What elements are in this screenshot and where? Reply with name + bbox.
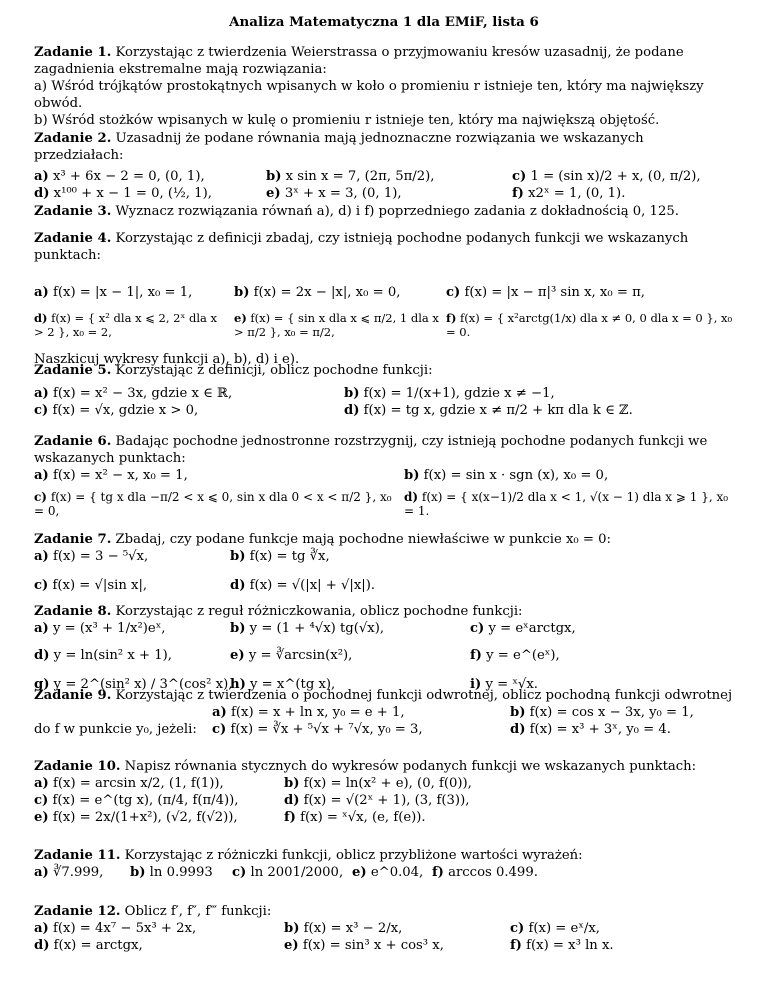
zadanie-8-text: Korzystając z reguł różniczkowania, oblicz pochodne funkcji: [115,604,523,619]
zadanie-1-part-b: b) Wśród stożków wpisanych w kulę o promieniu r istnieje ten, który ma największą objętość. [34,113,660,128]
zadanie-10-text: Napisz równania stycznych do wykresów podanych funkcji we wskazanych punktach: [124,759,697,774]
zadanie-9-heading: Zadanie 9. [34,688,112,703]
z6-item: b) f(x) = sin x · sgn (x), x₀ = 0, [404,468,609,483]
z5-item: d) f(x) = tg x, gdzie x ≠ π/2 + kπ dla k ∈ ℤ. [344,403,633,418]
z7-item: d) f(x) = √(|x| + √|x|). [230,578,376,593]
zadanie-1-heading: Zadanie 1. [34,45,112,60]
z8-item: i) y = ˣ√x. [470,677,538,692]
z5-item: a) f(x) = x² − 3x, gdzie x ∈ ℝ, [34,386,233,401]
z5-item: b) f(x) = 1/(x+1), gdzie x ≠ −1, [344,386,555,401]
z10-item: f) f(x) = ˣ√x, (e, f(e)). [284,810,426,825]
z12-item: b) f(x) = x³ − 2/x, [284,921,403,936]
zadanie-2-heading: Zadanie 2. [34,131,112,146]
zadanie-3-text: Wyznacz rozwiązania równań a), d) i f) poprzedniego zadania z dokładnością 0, 125. [115,204,679,219]
zadanie-12 [34,903,734,954]
zadanie-4-note: Naszkicuj wykresy funkcji a), b), d) i e). [34,352,300,367]
z8-item: f) y = e^(eˣ), [470,648,560,663]
zadanie-2 [34,130,734,202]
zadanie-3-heading: Zadanie 3. [34,204,112,219]
z12-item: f) f(x) = x³ ln x. [510,938,614,953]
page-title: Analiza Matematyczna 1 dla EMiF, lista 6 [229,14,539,30]
zadanie-4-heading: Zadanie 4. [34,231,112,246]
zadanie-5-text: Korzystając z definicji, oblicz pochodne funkcji: [115,363,433,378]
zadanie-11-text: Korzystając z różniczki funkcji, oblicz przybliżone wartości wyrażeń: [124,848,583,863]
zadanie-10-heading: Zadanie 10. [34,759,121,774]
zadanie-7 [34,531,734,594]
zadanie-9-lead: do f w punkcie y₀, jeżeli: [34,722,197,737]
z9-item: c) f(x) = ∛x + ⁵√x + ⁷√x, y₀ = 3, [212,722,423,737]
zadanie-6 [34,433,734,520]
zadanie-4 [34,230,734,368]
z10-item: c) f(x) = e^(tg x), (π/4, f(π/4)), [34,793,239,808]
z12-item: c) f(x) = eˣ/x, [510,921,600,936]
zadanie-5-heading: Zadanie 5. [34,363,112,378]
zadanie-6-text: Badając pochodne jednostronne rozstrzygnij, czy istnieją pochodne podanych funkcji we wskazanych punktach: [34,434,708,466]
z6-item: d) f(x) = { x(x−1)/2 dla x < 1, √(x − 1) dla x ⩾ 1 }, x₀ = 1. [404,490,729,518]
zadanie-12-text: Oblicz f′, f″, f‴ funkcji: [124,904,272,919]
zadanie-3 [34,203,734,220]
z2-item: a) x³ + 6x − 2 = 0, (0, 1), [34,169,205,184]
z6-item: c) f(x) = { tg x dla −π/2 < x ⩽ 0, sin x dla 0 < x < π/2 }, x₀ = 0, [34,490,392,518]
zadanie-8 [34,603,734,693]
z4-item: a) f(x) = |x − 1|, x₀ = 1, [34,285,193,300]
z2-item: e) 3ˣ + x = 3, (0, 1), [266,186,402,201]
z12-item: d) f(x) = arctgx, [34,938,143,953]
z11-item: c) ln 2001/2000, [232,865,344,880]
z10-item: a) f(x) = arcsin x/2, (1, f(1)), [34,776,224,791]
zadanie-1-text: Korzystając z twierdzenia Weierstrassa o przyjmowaniu kresów uzasadnij, że podane zagadnienia ekstremalne mają rozwiązania: [34,45,684,77]
z2-item: d) x¹⁰⁰ + x − 1 = 0, (½, 1), [34,186,212,201]
z9-item: b) f(x) = cos x − 3x, y₀ = 1, [510,705,694,720]
zadanie-7-heading: Zadanie 7. [34,532,112,547]
z2-item: f) x2ˣ = 1, (0, 1). [512,186,626,201]
zadanie-6-heading: Zadanie 6. [34,434,112,449]
z7-item: b) f(x) = tg ∛x, [230,549,330,564]
document-page [34,14,734,46]
z4-item: f) f(x) = { x²arctg(1/x) dla x ≠ 0, 0 dla x = 0 }, x₀ = 0. [446,311,733,339]
z7-item: c) f(x) = √|sin x|, [34,578,148,593]
zadanie-2-text: Uzasadnij że podane równania mają jednoznaczne rozwiązania we wskazanych przedziałach: [34,131,644,163]
zadanie-8-heading: Zadanie 8. [34,604,112,619]
z4-item: b) f(x) = 2x − |x|, x₀ = 0, [234,285,401,300]
z5-item: c) f(x) = √x, gdzie x > 0, [34,403,199,418]
z11-item: f) arccos 0.499. [432,865,538,880]
z4-item: e) f(x) = { sin x dla x ⩽ π/2, 1 dla x > π/2 }, x₀ = π/2, [234,311,439,339]
zadanie-4-text: Korzystając z definicji zbadaj, czy istnieją pochodne podanych funkcji we wskazanych punktach: [34,231,689,263]
z6-item: a) f(x) = x² − x, x₀ = 1, [34,468,188,483]
z4-item: c) f(x) = |x − π|³ sin x, x₀ = π, [446,285,645,300]
z10-item: b) f(x) = ln(x² + e), (0, f(0)), [284,776,472,791]
zadanie-7-text: Zbadaj, czy podane funkcje mają pochodne niewłaściwe w punkcie x₀ = 0: [115,532,611,547]
z7-item: a) f(x) = 3 − ⁵√x, [34,549,149,564]
z2-item: b) x sin x = 7, (2π, 5π/2), [266,169,435,184]
z11-item: a) ∛7.999, [34,865,104,880]
zadanie-11 [34,847,734,881]
z8-item: e) y = ∛arcsin(x²), [230,648,353,663]
z9-item: d) f(x) = x³ + 3ˣ, y₀ = 4. [510,722,671,737]
zadanie-11-heading: Zadanie 11. [34,848,121,863]
z12-item: a) f(x) = 4x⁷ − 5x³ + 2x, [34,921,197,936]
z11-item: b) ln 0.9993 [130,865,213,880]
z8-item: c) y = eˣarctgx, [470,621,576,636]
z10-item: d) f(x) = √(2ˣ + 1), (3, f(3)), [284,793,470,808]
z8-item: b) y = (1 + ⁴√x) tg(√x), [230,621,385,636]
z2-item: c) 1 = (sin x)/2 + x, (0, π/2), [512,169,701,184]
z12-item: e) f(x) = sin³ x + cos³ x, [284,938,444,953]
z8-item: g) y = 2^(sin² x) / 3^(cos² x), [34,677,233,692]
z11-item: e) e^0.04, [352,865,424,880]
z10-item: e) f(x) = 2x/(1+x²), (√2, f(√2)), [34,810,238,825]
z8-item: a) y = (x³ + 1/x²)eˣ, [34,621,166,636]
z8-item: h) y = x^(tg x), [230,677,336,692]
zadanie-1 [34,44,734,129]
zadanie-12-heading: Zadanie 12. [34,904,121,919]
zadanie-9 [34,687,734,738]
z8-item: d) y = ln(sin² x + 1), [34,648,172,663]
zadanie-1-part-a: a) Wśród trójkątów prostokątnych wpisanych w koło o promieniu r istnieje ten, który ma największy obwód. [34,79,704,111]
zadanie-5 [34,362,734,419]
z4-item: d) f(x) = { x² dla x ⩽ 2, 2ˣ dla x > 2 }, x₀ = 2, [34,311,218,339]
z9-item: a) f(x) = x + ln x, y₀ = e + 1, [212,705,405,720]
zadanie-9-text: Korzystając z twierdzenia o pochodnej funkcji odwrotnej, oblicz pochodną funkcji odwrotnej [115,688,733,703]
zadanie-10 [34,758,734,826]
